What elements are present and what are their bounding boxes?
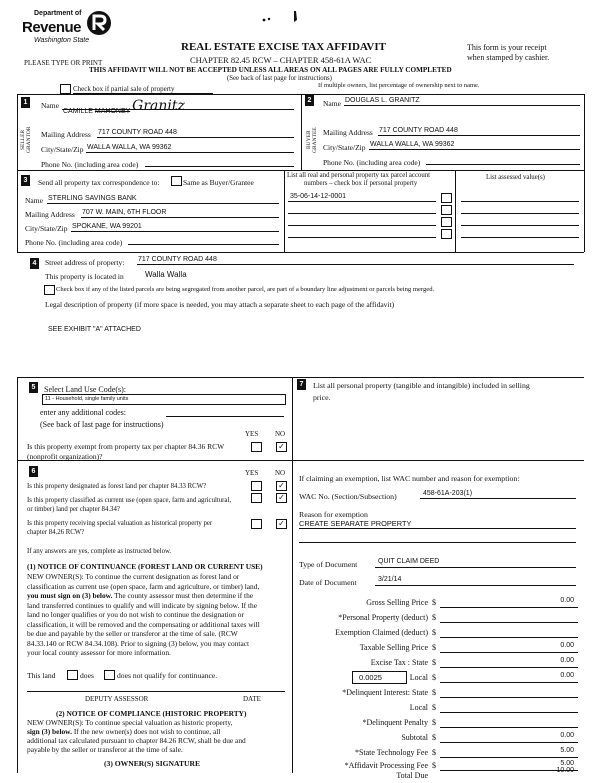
corr-name-label: Name	[25, 196, 43, 205]
tax-row-total	[296, 769, 580, 783]
parcel-header-1: List all real and personal property tax parcel account	[287, 172, 431, 179]
parcel-line-4	[288, 237, 436, 238]
tax-label-gross: Gross Selling Price	[366, 598, 428, 607]
wac-value[interactable]: 458-61A-203(1)	[423, 490, 473, 497]
assessed-line-2	[461, 213, 579, 214]
corr-mailing[interactable]: 707 W. MAIN, 6TH FLOOR	[82, 209, 167, 216]
land-use-no: NO	[275, 430, 286, 438]
seller-city[interactable]: WALLA WALLA, WA 99362	[87, 144, 172, 151]
does-label: does	[80, 671, 94, 680]
tax-row-gross	[296, 596, 580, 610]
seller-side-label: SELLER GRANTOR	[20, 126, 32, 154]
notice-1-line-b: classification as current use (open space, farm and agriculture, or timber) land,	[27, 581, 260, 591]
tax-value-excise-state[interactable]: 0.00	[560, 657, 574, 664]
dollar-sign: $	[432, 703, 436, 712]
seller-phone-label: Phone No. (including area code)	[41, 160, 139, 169]
tax-row-taxable	[296, 641, 580, 655]
segregated-label: Check box if any of the listed parcels are being segregated from another parcel, are part of a boundary line adjustment or parcels being merged.	[56, 286, 435, 293]
does-checkbox[interactable]	[67, 670, 78, 680]
assessed-line-4	[461, 237, 579, 238]
dollar-sign: $	[432, 748, 436, 757]
tax-row-subtotal	[296, 731, 580, 745]
personal-property-checkbox-2[interactable]	[441, 205, 452, 215]
doc-date-value[interactable]: 3/21/14	[378, 576, 402, 583]
dollar-sign: $	[432, 613, 436, 622]
tax-label-total: Total Due	[396, 771, 428, 780]
local-rate-box[interactable]	[352, 671, 407, 684]
corr-city[interactable]: SPOKANE, WA 99201	[72, 223, 142, 230]
personal-property-checkbox-3[interactable]	[441, 217, 452, 227]
doc-type-value[interactable]: QUIT CLAIM DEED	[378, 558, 440, 565]
assessed-line-1	[461, 201, 579, 202]
tax-label-affidavit-fee: *Affidavit Processing Fee	[344, 761, 428, 770]
land-use-see-back: (See back of last page for instructions)	[40, 420, 164, 429]
same-as-buyer-label: Same as Buyer/Grantee	[183, 178, 254, 187]
partial-sale-checkbox[interactable]	[60, 84, 71, 94]
dollar-sign: $	[432, 688, 436, 697]
tax-label-taxable: Taxable Selling Price	[359, 643, 428, 652]
doc-date-label: Date of Document	[299, 578, 357, 587]
tax-table	[296, 596, 580, 780]
tax-label-subtotal: Subtotal	[401, 733, 428, 742]
forest-yes-checkbox[interactable]	[251, 481, 262, 491]
current-use-yes-checkbox[interactable]	[251, 493, 262, 503]
corr-name[interactable]: STERLING SAVINGS BANK	[48, 195, 137, 202]
notice-2-sign-instruction: sign (3) below.	[27, 727, 72, 736]
tax-value-tech-fee[interactable]: 5.00	[560, 747, 574, 754]
buyer-side-label: BUYER GRANTEE	[306, 127, 318, 153]
parcel-line-3	[288, 225, 436, 226]
dollar-sign: $	[432, 761, 436, 770]
seller-mailing[interactable]: 717 COUNTY ROAD 448	[98, 129, 177, 136]
dollar-sign: $	[432, 628, 436, 637]
form-warning: THIS AFFIDAVIT WILL NOT BE ACCEPTED UNLESS ALL AREAS ON ALL PAGES ARE FULLY COMPLETED	[89, 66, 452, 74]
tax-value-excise-local[interactable]: 0.00	[560, 672, 574, 679]
personal-property-text-2: price.	[313, 393, 331, 402]
notice-1-sign-instruction: you must sign on (3) below.	[27, 591, 113, 600]
buyer-mailing-label: Mailing Address	[323, 128, 373, 137]
notice-1-line-i: your local county assessor for more information.	[27, 648, 171, 657]
buyer-name[interactable]: DOUGLAS L. GRANITZ	[345, 97, 420, 104]
personal-property-checkbox-4[interactable]	[441, 229, 452, 239]
historic-yes-checkbox[interactable]	[251, 519, 262, 529]
agency-top: Department of	[34, 10, 82, 17]
section-5-badge: 5	[29, 382, 38, 393]
located-label: This property is located in	[45, 272, 124, 281]
corr-city-label: City/State/Zip	[25, 224, 68, 233]
section-1-badge: 1	[21, 97, 30, 108]
forest-no-checkbox[interactable]: ✓	[276, 481, 287, 491]
tax-label-interest-state: *Delinquent Interest: State	[342, 688, 428, 697]
historic-no-checkbox[interactable]: ✓	[276, 519, 287, 529]
tax-label-personal: *Personal Property (deduct)	[338, 613, 428, 622]
date-label: DATE	[243, 695, 261, 703]
buyer-phone-label: Phone No. (including area code)	[323, 158, 421, 167]
street-label: Street address of property:	[45, 258, 125, 267]
tax-row-tech-fee	[296, 746, 580, 760]
tax-row-interest-state	[296, 686, 580, 700]
does-not-label: does not qualify for continuance.	[117, 671, 218, 680]
current-use-no-checkbox[interactable]: ✓	[276, 493, 287, 503]
forest-question: Is this property designated as forest land per chapter 84.33 RCW?	[27, 483, 207, 490]
dollar-sign: $	[432, 673, 436, 682]
correspondence-intro: Send all property tax correspondence to:	[38, 178, 160, 187]
seller-name-struck: MAHONEY	[94, 108, 131, 115]
tax-label-interest-local: Local	[409, 703, 428, 712]
notice-2-line-b2: If the new owner(s) does not wish to continue, all	[71, 727, 221, 736]
parcel-header-2: numbers – check box if personal property	[304, 180, 418, 187]
dollar-sign: $	[432, 598, 436, 607]
this-land-label: This land	[27, 671, 56, 680]
segregated-checkbox[interactable]	[44, 285, 55, 295]
notice-2-line-c: additional tax calculated pursuant to chapter 84.26 RCW, shall be due and	[27, 736, 246, 745]
notice-1-title: (1) NOTICE OF CONTINUANCE (FOREST LAND OR CURRENT USE)	[27, 562, 263, 571]
street-address[interactable]: 717 COUNTY ROAD 448	[138, 256, 217, 263]
multiple-owners-note: If multiple owners, list percentage of ownership next to name.	[318, 82, 480, 89]
seller-name-label: Name	[41, 101, 59, 110]
buyer-name-label: Name	[323, 99, 341, 108]
tax-label-tech-fee: *State Technology Fee	[354, 748, 428, 757]
partial-sale-label: Check box if partial sale of property	[73, 85, 175, 93]
dollar-sign: $	[432, 658, 436, 667]
assessed-header: List assessed value(s)	[486, 174, 545, 181]
parcel-number[interactable]: 35-06-14-12-0001	[290, 193, 347, 200]
notice-1-line-d: land transferred continues to qualify and will indicate by signing below. If the	[27, 600, 258, 610]
assessed-line-3	[461, 225, 579, 226]
please-type: PLEASE TYPE OR PRINT	[24, 59, 103, 67]
exempt-no-checkbox[interactable]: ✓	[276, 442, 287, 452]
local-rate: 0.0025	[359, 673, 382, 682]
notice-2-line-d: payable by the seller or transferor at the time of sale.	[27, 745, 183, 754]
notice-2-line-b	[27, 727, 289, 736]
section-3-badge: 3	[21, 175, 30, 186]
land-use-label: Select Land Use Code(s):	[44, 385, 126, 394]
land-use-select[interactable]	[42, 394, 286, 405]
land-use-yes: YES	[245, 430, 259, 438]
tax-row-exemption	[296, 626, 580, 640]
exempt-yes-checkbox[interactable]	[251, 442, 262, 452]
exemption-intro: If claiming an exemption, list WAC number and reason for exemption:	[299, 474, 520, 483]
tax-row-penalty	[296, 716, 580, 730]
tax-row-excise-state	[296, 656, 580, 670]
legal-desc-value[interactable]: SEE EXHIBIT "A" ATTACHED	[48, 326, 141, 333]
tax-label-excise-local: Local	[409, 673, 428, 682]
does-not-checkbox[interactable]	[104, 670, 115, 680]
current-use-question: Is this property classified as current use (open space, farm and agricultural, or timber) land per chapter 84.34?	[27, 497, 232, 513]
notice-1-line-g: be due and payable by the seller or transferor at the time of sale. (RCW	[27, 629, 238, 638]
dor-logo	[22, 8, 117, 54]
seller-name-handwritten: Granitz	[132, 98, 185, 114]
corr-phone-label: Phone No. (including area code)	[25, 238, 123, 247]
tax-row-interest-local	[296, 701, 580, 715]
if-yes-note: If any answers are yes, complete as instructed below.	[27, 548, 172, 555]
section-7-badge: 7	[297, 379, 306, 390]
reason-value[interactable]: CREATE SEPARATE PROPERTY	[299, 519, 412, 528]
tax-row-personal	[296, 611, 580, 625]
seller-mailing-label: Mailing Address	[41, 130, 91, 139]
tax-value-subtotal[interactable]: 0.00	[560, 732, 574, 739]
s6-no: NO	[275, 469, 286, 477]
notice-1-line-c	[27, 591, 289, 601]
form-see-back: (See back of last page for instructions)	[227, 75, 332, 82]
notice-1-body	[27, 572, 289, 658]
tax-value-taxable[interactable]: 0.00	[560, 642, 574, 649]
notice-1-line-a: NEW OWNER(S): To continue the current designation as forest land or	[27, 572, 240, 581]
historic-question: Is this property receiving special valuation as historical property per chapter 84.26 RCW?	[27, 520, 213, 536]
buyer-mailing[interactable]: 717 COUNTY ROAD 448	[379, 127, 458, 134]
agency-state: Washington State	[34, 37, 90, 44]
tax-value-affidavit-fee[interactable]: 5.00	[560, 760, 574, 767]
doc-type-label: Type of Document	[299, 560, 358, 569]
reason-label: Reason for exemption	[299, 510, 368, 519]
land-use-value: 11 - Household, single family units	[45, 396, 129, 402]
personal-property-text-1: List all personal property (tangible and intangible) included in selling	[313, 381, 530, 390]
form-chapter: CHAPTER 82.45 RCW – CHAPTER 458-61A WAC	[190, 55, 372, 65]
tax-label-penalty: *Delinquent Penalty	[362, 718, 428, 727]
tax-label-exemption: Exemption Claimed (deduct)	[335, 628, 428, 637]
parcel-line-2	[288, 213, 436, 214]
located-value[interactable]: Walla Walla	[145, 270, 187, 279]
receipt-line-1: This form is your receipt	[467, 43, 547, 52]
wac-label: WAC No. (Section/Subsection)	[299, 492, 397, 501]
additional-codes-label: enter any additional codes:	[40, 408, 126, 417]
parcel-line-1	[288, 201, 436, 202]
form-title: REAL ESTATE EXCISE TAX AFFIDAVIT	[181, 41, 386, 53]
notice-2-line-a: NEW OWNER(S): To continue special valuation as historic property,	[27, 718, 233, 727]
personal-property-checkbox-1[interactable]	[441, 193, 452, 203]
seller-city-label: City/State/Zip	[41, 145, 84, 154]
s6-yes: YES	[245, 469, 259, 477]
corr-mailing-label: Mailing Address	[25, 210, 75, 219]
dollar-sign: $	[432, 718, 436, 727]
receipt-line-2: when stamped by cashier.	[467, 53, 550, 62]
notice-3-title: (3) OWNER(S) SIGNATURE	[104, 759, 201, 768]
tax-value-gross[interactable]: 0.00	[560, 597, 574, 604]
section-2-badge: 2	[305, 95, 314, 106]
tax-row-excise-local	[296, 671, 580, 685]
dor-emblem-icon	[86, 10, 112, 36]
buyer-city-label: City/State/Zip	[323, 143, 366, 152]
notice-2-title: (2) NOTICE OF COMPLIANCE (HISTORIC PROPERTY)	[56, 709, 247, 718]
notice-1-line-c2: The county assessor must then determine if the	[112, 591, 254, 600]
scanner-mark-icon	[256, 8, 306, 28]
notice-1-line-e: land no longer qualifies or you do not wish to continue the designation or	[27, 610, 244, 619]
notice-1-line-f: classification, it will be removed and the compensating or additional taxes will	[27, 619, 260, 629]
buyer-city[interactable]: WALLA WALLA, WA 99362	[370, 141, 455, 148]
agency-main: Revenue	[22, 19, 82, 36]
tax-label-excise-state: Excise Tax : State	[370, 658, 428, 667]
tax-value-total[interactable]: 10.00	[556, 767, 574, 774]
legal-desc-label: Legal description of property (if more space is needed, you may attach a separate sheet to each page of the affidavit)	[45, 300, 395, 309]
section-6-badge: 6	[29, 466, 38, 477]
notice-2-body	[27, 718, 289, 754]
section-4-badge: 4	[30, 258, 39, 269]
deputy-assessor-label: DEPUTY ASSESSOR	[85, 695, 149, 703]
dollar-sign: $	[432, 733, 436, 742]
seller-first-name: CAMILLE	[63, 108, 93, 115]
exempt-question: Is this property exempt from property tax per chapter 84.36 RCW (nonprofit organization)?	[27, 442, 225, 461]
same-as-buyer-checkbox[interactable]	[171, 176, 182, 186]
dollar-sign: $	[432, 643, 436, 652]
notice-1-line-h: 84.33.140 or RCW 84.34.108). Prior to signing (3) below, you may contact	[27, 638, 250, 648]
